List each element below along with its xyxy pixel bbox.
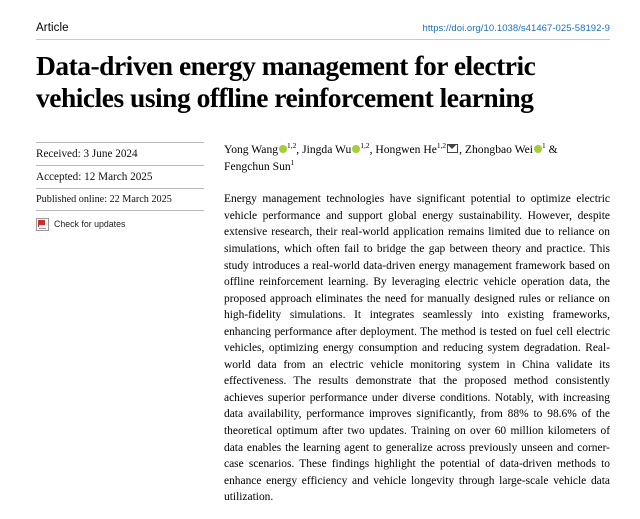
orcid-icon[interactable] [279,145,287,153]
abstract-section [224,191,610,505]
author-affiliation-1: 1,2 [287,140,297,150]
article-type-label: Article [36,22,69,34]
crossmark-icon [36,218,49,231]
email-icon[interactable] [447,144,458,153]
author-affiliation-3: 1,2 [436,140,447,150]
doi-link[interactable]: https://doi.org/10.1038/s41467-025-58192-9 [422,23,610,34]
metadata-and-abstract [36,142,610,506]
author-affiliation-5: 1 [290,157,295,167]
orcid-icon[interactable] [352,145,360,153]
abstract-text: Energy management technologies have significant potential to optimize electric vehicle performance and support global energy sustainability. However, despite extensive research, their real-world application remains limited due to reliance on simulations, which often fail to bridge the gap between theory and practice. This study introduces a real-world data-driven energy management framework based on offline reinforcement learning. By leveraging electric vehicle operation data, the proposed approach eliminates the need for manually designed rules or reliance on high-fidelity simulations. It integrates seamlessly into existing frameworks, enhancing performance after deployment. The method is tested on fuel cell electric vehicles, optimizing energy consumption and reducing system degradation. Real-world data from an electric vehicle monitoring system in China validate its effectiveness. The results demonstrate that the proposed method consistently achieves superior performance under diverse conditions. Notably, with increasing data availability, performance improves significantly, from 88% to 98.6% of the theoretical optimum after two updates. Training on over 60 million kilometers of data enables the learning agent to generalize across previously unseen and corner-case scenarios. These findings highlight the potential of data-driven methods to enhance energy efficiency and vehicle longevity through large-scale vehicle data utilization. [224,193,610,504]
author-name-5: Fengchun Sun [224,159,291,173]
check-for-updates-label: Check for updates [54,219,126,230]
author-name-4: , Zhongbao Wei [459,142,534,156]
header-row [36,22,610,39]
author-affiliation-2: 1,2 [360,140,370,150]
publication-history [36,142,218,506]
author-name-1: Yong Wang [224,142,279,156]
accepted-date: Accepted: 12 March 2025 [36,170,153,183]
check-for-updates-button[interactable] [36,211,204,231]
author-name-2: , Jingda Wu [296,142,352,156]
authors-and-abstract [218,142,610,506]
author-name-3: , Hongwen He [369,142,437,156]
orcid-icon[interactable] [534,145,542,153]
author-affiliation-4: 1 [542,140,546,150]
received-date: Received: 3 June 2024 [36,147,138,160]
page-title: Data-driven energy management for electric vehicles using offline reinforcement learning [36,50,536,113]
author-list [224,142,610,176]
author-separator: & [545,142,558,156]
published-date: Published online: 22 March 2025 [36,193,172,205]
header-divider [36,39,610,40]
